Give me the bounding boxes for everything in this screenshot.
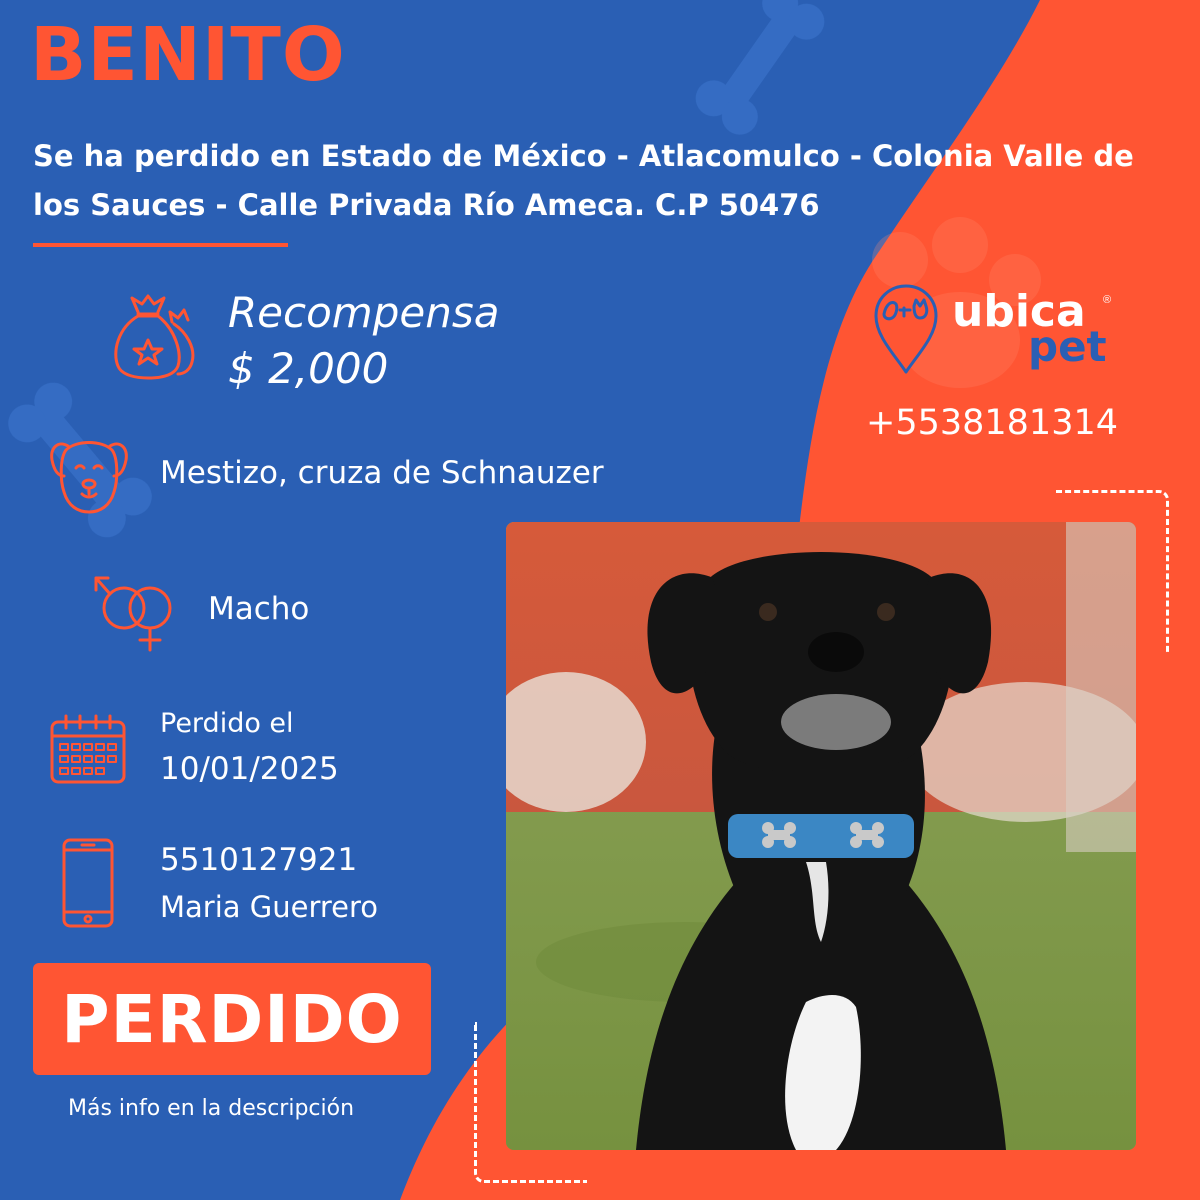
dog-face-icon <box>48 436 130 516</box>
smartphone-icon <box>62 838 114 928</box>
dog-photo <box>506 522 1136 1150</box>
reward-title: Recompensa <box>228 288 500 337</box>
lost-date-label: Perdido el <box>160 708 294 739</box>
lost-date-value: 10/01/2025 <box>160 751 339 787</box>
ubica-pet-logo <box>870 276 1130 386</box>
status-badge <box>33 963 431 1075</box>
owner-name: Maria Guerrero <box>160 890 379 924</box>
money-bag-icon <box>108 292 200 384</box>
status-label: PERDIDO <box>61 980 403 1058</box>
brand-sub: pet <box>1028 322 1107 371</box>
brand-name: ubica <box>952 286 1086 337</box>
pet-name: BENITO <box>30 12 346 98</box>
sex-text: Macho <box>208 591 310 627</box>
title-divider <box>33 243 288 247</box>
calendar-icon <box>50 712 126 784</box>
location-pin-icon <box>870 280 942 376</box>
lost-location: Se ha perdido en Estado de México - Atlacomulco - Colonia Valle de los Sauces - Calle Privada Río Ameca. C.P 50476 <box>33 139 1134 222</box>
more-info-text: Más info en la descripción <box>68 1096 355 1121</box>
registered-mark: ® <box>1103 294 1112 306</box>
gender-icon <box>92 574 178 654</box>
owner-phone[interactable]: 5510127921 <box>160 842 358 878</box>
breed-text: Mestizo, cruza de Schnauzer <box>160 455 604 491</box>
reward-amount: $ 2,000 <box>228 344 389 393</box>
contact-phone[interactable]: +5538181314 <box>866 403 1119 443</box>
